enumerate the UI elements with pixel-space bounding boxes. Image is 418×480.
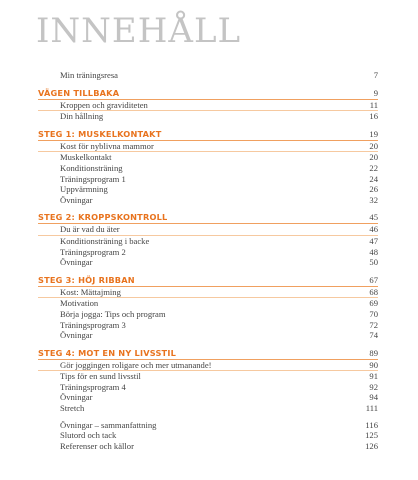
toc-entry-label: Muskelkontakt [60,152,112,163]
toc-entry-page: 20 [369,140,378,151]
section-heading [38,348,378,360]
toc-entry-label: Övningar [60,257,93,268]
toc-entry [38,224,378,236]
section-heading-page: 45 [369,212,378,223]
section-heading [38,129,378,141]
toc-entry [38,184,378,195]
section-heading-label: STEG 1: MUSKELKONTAKT [38,128,162,139]
toc-entry-page: 91 [369,371,378,382]
toc-entry-page: 26 [369,184,378,195]
toc-entry-page: 11 [369,99,378,110]
toc-entry-label: Kost för nyblivna mammor [60,140,154,151]
section-heading-label: STEG 4: MOT EN NY LIVSSTIL [38,347,177,358]
section-heading [38,275,378,287]
section-heading [38,88,378,100]
toc-entry-label: Uppvärmning [60,184,108,195]
toc-entry-page: 20 [369,152,378,163]
toc-entry [38,320,378,331]
toc-intro [38,70,378,81]
toc-entry-label: Motivation [60,298,99,309]
toc-entry [38,247,378,258]
toc-entry-label: Konditionsträning i backe [60,235,150,246]
section-entries [38,287,378,341]
section-heading-label: STEG 2: KROPPSKONTROLL [38,212,168,223]
toc-entry-page: 68 [369,286,378,297]
section-heading-page: 19 [369,128,378,139]
section-heading-label: STEG 3: HÖJ RIBBAN [38,274,135,285]
toc-entry [38,298,378,309]
toc-entry-label: Övningar [60,330,93,341]
toc-entry-label: Kroppen och graviditeten [60,99,148,110]
section-heading [38,212,378,224]
toc-entry-label: Du är vad du äter [60,224,120,235]
toc-entry [38,141,378,153]
toc-entry [38,70,378,81]
toc-entry [38,309,378,320]
section-heading-page: 67 [369,274,378,285]
toc-entry [38,236,378,247]
toc-entry-label: Träningsprogram 3 [60,319,126,330]
toc-entry [38,403,378,414]
toc-entry [38,430,378,441]
toc-entry [38,152,378,163]
toc-entry-page: 24 [369,173,378,184]
toc-entry-page: 16 [369,111,378,122]
toc-entry [38,257,378,268]
toc-entry-page: 70 [369,308,378,319]
toc-entry-page: 116 [365,419,378,430]
toc-entry [38,287,378,299]
toc-entry-label: Gör joggingen roligare och mer utmanande! [60,359,212,370]
toc-entry-label: Din hållning [60,111,104,122]
toc-entry [38,392,378,403]
toc-entry-label: Träningsprogram 2 [60,246,126,257]
toc-entry-page: 72 [369,319,378,330]
toc-entry-page: 126 [365,440,378,451]
toc-entry-label: Tips för en sund livsstil [60,371,141,382]
toc-entry-label: Min träningsresa [60,70,118,80]
toc-entry-label: Börja jogga: Tips och program [60,308,166,319]
toc-entry [38,420,378,431]
toc-entry-label: Konditionsträning [60,162,123,173]
toc-entry-page: 90 [369,359,378,370]
section-heading-label: VÄGEN TILLBAKA [38,87,120,98]
toc-entry-page: 50 [369,257,378,268]
section-heading-page: 89 [369,347,378,358]
toc-entry-page: 48 [369,246,378,257]
toc-entry-label: Kost: Mättajming [60,286,121,297]
toc-entry-page: 125 [365,430,378,441]
toc-entry [38,100,378,112]
toc-entry-page: 92 [369,381,378,392]
toc-entry-label: Referenser och källor [60,440,134,451]
section-entries [38,360,378,414]
toc-entry-label: Stretch [60,403,85,414]
toc-entry [38,330,378,341]
toc-entry-page: 32 [369,194,378,205]
toc-entry-page: 47 [369,235,378,246]
section-entries [38,224,378,267]
section-entries [38,100,378,122]
toc-entry-label: Övningar – sammanfattning [60,419,157,430]
toc-entry [38,360,378,372]
toc-appendix [38,420,378,452]
toc-entry [38,371,378,382]
toc-entry [38,195,378,206]
toc-entry [38,163,378,174]
toc-entry-page: 111 [365,403,378,414]
toc-entry [38,382,378,393]
toc-entry-label: Slutord och tack [60,430,117,441]
toc-entry-page: 7 [373,70,378,80]
page-title: INNEHÅLL [36,11,242,51]
toc-entry [38,111,378,122]
toc-entry-label: Övningar [60,392,93,403]
toc-entry-label: Övningar [60,194,93,205]
toc-entry-label: Träningsprogram 1 [60,173,126,184]
toc-entry [38,174,378,185]
toc-entry [38,441,378,452]
toc-entry-page: 74 [369,330,378,341]
toc-entry-page: 94 [369,392,378,403]
toc-entry-page: 69 [369,298,378,309]
toc-sections [38,88,378,414]
section-heading-page: 9 [373,87,378,98]
toc-entry-page: 22 [369,162,378,173]
section-entries [38,141,378,206]
toc-entry-label: Träningsprogram 4 [60,381,126,392]
toc-entry-page: 46 [369,224,378,235]
table-of-contents [38,70,378,451]
